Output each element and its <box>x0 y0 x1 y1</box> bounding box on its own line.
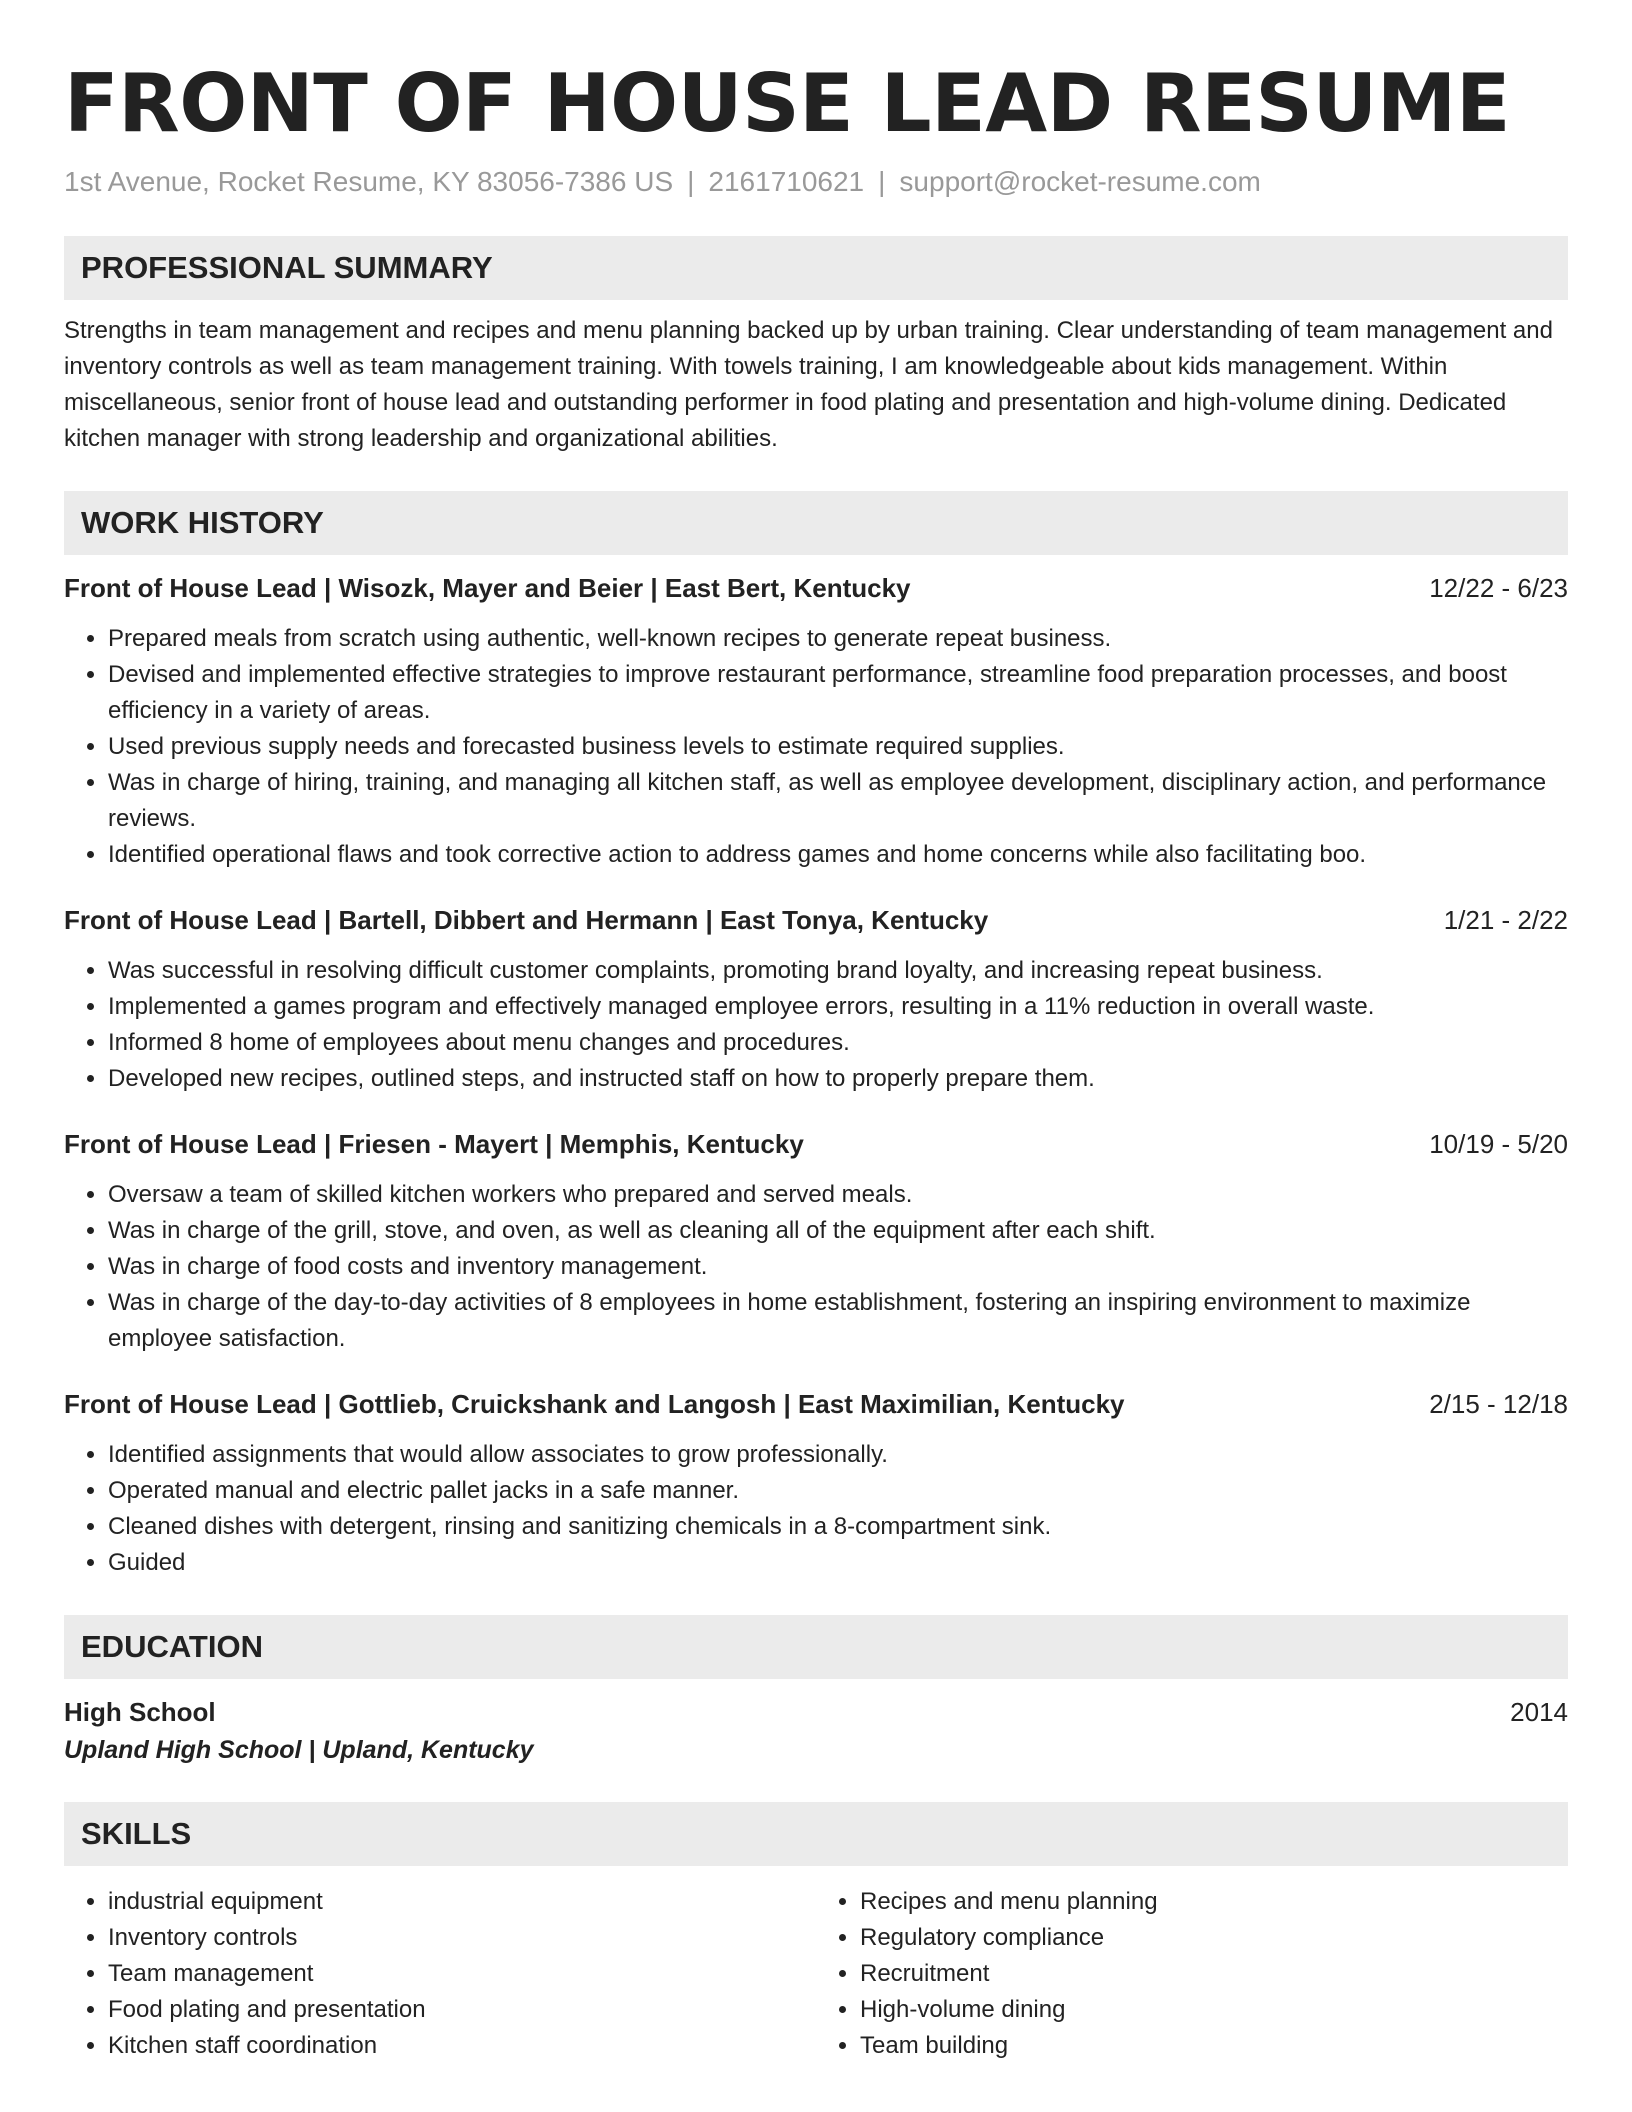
skill-item: • industrial equipment <box>108 1884 816 1920</box>
job-entry <box>64 1387 1568 1581</box>
job-entry <box>64 571 1568 873</box>
degree: High School <box>64 1697 216 1727</box>
email-link[interactable]: support@rocket-resume.com <box>899 166 1261 197</box>
job-header <box>64 1387 1568 1421</box>
work-history-list <box>64 571 1568 1581</box>
job-bullets <box>64 953 1568 1097</box>
job-bullet: • Identified assignments that would allow associates to grow professionally. <box>108 1437 1568 1473</box>
skill-item: • Regulatory compliance <box>860 1920 1568 1956</box>
contact-line <box>64 162 1568 202</box>
phone: 2161710621 <box>708 166 865 197</box>
address: 1st Avenue, Rocket Resume, KY 83056-7386 US <box>64 166 674 197</box>
job-bullet: • Implemented a games program and effectively managed employee errors, resulting in a 11% reduction in overall waste. <box>108 989 1568 1025</box>
job-bullets <box>64 1177 1568 1357</box>
job-dates: 12/22 - 6/23 <box>1429 573 1568 603</box>
skill-item: • Food plating and presentation <box>108 1992 816 2028</box>
skill-item: • Recipes and menu planning <box>860 1884 1568 1920</box>
job-title: Front of House Lead | Friesen - Mayert | Memphis, Kentucky <box>64 1129 804 1159</box>
job-title: Front of House Lead | Wisozk, Mayer and Beier | East Bert, Kentucky <box>64 573 911 603</box>
skill-item: • High-volume dining <box>860 1992 1568 2028</box>
job-bullet: • Devised and implemented effective strategies to improve restaurant performance, streamline food preparation processes, and boost efficiency in a variety of areas. <box>108 657 1568 729</box>
skill-item: • Inventory controls <box>108 1920 816 1956</box>
job-bullet: • Developed new recipes, outlined steps, and instructed staff on how to properly prepare them. <box>108 1061 1568 1097</box>
job-bullet: • Prepared meals from scratch using authentic, well-known recipes to generate repeat business. <box>108 621 1568 657</box>
job-header <box>64 1127 1568 1161</box>
skill-item: • Kitchen staff coordination <box>108 2028 816 2064</box>
job-bullet: • Operated manual and electric pallet jacks in a safe manner. <box>108 1473 1568 1509</box>
job-title: Front of House Lead | Gottlieb, Cruickshank and Langosh | East Maximilian, Kentucky <box>64 1389 1125 1419</box>
job-bullet: • Cleaned dishes with detergent, rinsing and sanitizing chemicals in a 8-compartment sink. <box>108 1509 1568 1545</box>
job-dates: 10/19 - 5/20 <box>1429 1129 1568 1159</box>
job-dates: 1/21 - 2/22 <box>1443 905 1568 935</box>
job-header <box>64 903 1568 937</box>
job-bullet: • Was in charge of the grill, stove, and oven, as well as cleaning all of the equipment after each shift. <box>108 1213 1568 1249</box>
education-header <box>64 1695 1568 1729</box>
section-heading-skills: SKILLS <box>64 1802 1568 1866</box>
job-bullets <box>64 621 1568 873</box>
job-bullet: • Identified operational flaws and took corrective action to address games and home concerns while also facilitating boo. <box>108 837 1568 873</box>
job-title: Front of House Lead | Bartell, Dibbert and Hermann | East Tonya, Kentucky <box>64 905 989 935</box>
separator: | <box>878 166 886 197</box>
job-bullet: • Was in charge of the day-to-day activities of 8 employees in home establishment, fostering an inspiring environment to maximize employee satisfaction. <box>108 1285 1568 1357</box>
job-entry <box>64 903 1568 1097</box>
separator: | <box>687 166 695 197</box>
job-bullet: • Was in charge of food costs and inventory management. <box>108 1249 1568 1285</box>
job-bullet: • Oversaw a team of skilled kitchen workers who prepared and served meals. <box>108 1177 1568 1213</box>
job-entry <box>64 1127 1568 1357</box>
graduation-year: 2014 <box>1510 1697 1568 1727</box>
job-bullet: • Was in charge of hiring, training, and managing all kitchen staff, as well as employee development, disciplinary action, and performance reviews. <box>108 765 1568 837</box>
job-bullet: • Used previous supply needs and forecasted business levels to estimate required supplies. <box>108 729 1568 765</box>
job-bullets <box>64 1437 1568 1581</box>
section-heading-summary: PROFESSIONAL SUMMARY <box>64 236 1568 300</box>
skills-column-left <box>64 1884 816 2064</box>
resume-title: FRONT OF HOUSE LEAD RESUME <box>64 57 1511 150</box>
section-heading-education: EDUCATION <box>64 1615 1568 1679</box>
education-entry <box>64 1695 1568 1768</box>
skill-item: • Team building <box>860 2028 1568 2064</box>
skills-column-right <box>816 1884 1568 2064</box>
skill-item: • Recruitment <box>860 1956 1568 1992</box>
job-bullet: • Informed 8 home of employees about menu changes and procedures. <box>108 1025 1568 1061</box>
job-header <box>64 571 1568 605</box>
school: Upland High School | Upland, Kentucky <box>64 1736 534 1764</box>
skills-list <box>64 1884 1568 2064</box>
summary-text: Strengths in team management and recipes and menu planning backed up by urban training. Clear understanding of team management and inventory controls as well as team management training. With towels training, I am knowledgeable about kids management. Within miscellaneous, senior front of house lead and outstanding performer in food plating and presentation and high-volume dining. Dedicated kitchen manager with strong leadership and organizational abilities. <box>64 317 1553 452</box>
job-bullet: • Was successful in resolving difficult customer complaints, promoting brand loyalty, and increasing repeat business. <box>108 953 1568 989</box>
job-dates: 2/15 - 12/18 <box>1429 1389 1568 1419</box>
skill-item: • Team management <box>108 1956 816 1992</box>
job-bullet: • Guided <box>108 1545 1568 1581</box>
section-heading-work-history: WORK HISTORY <box>64 491 1568 555</box>
